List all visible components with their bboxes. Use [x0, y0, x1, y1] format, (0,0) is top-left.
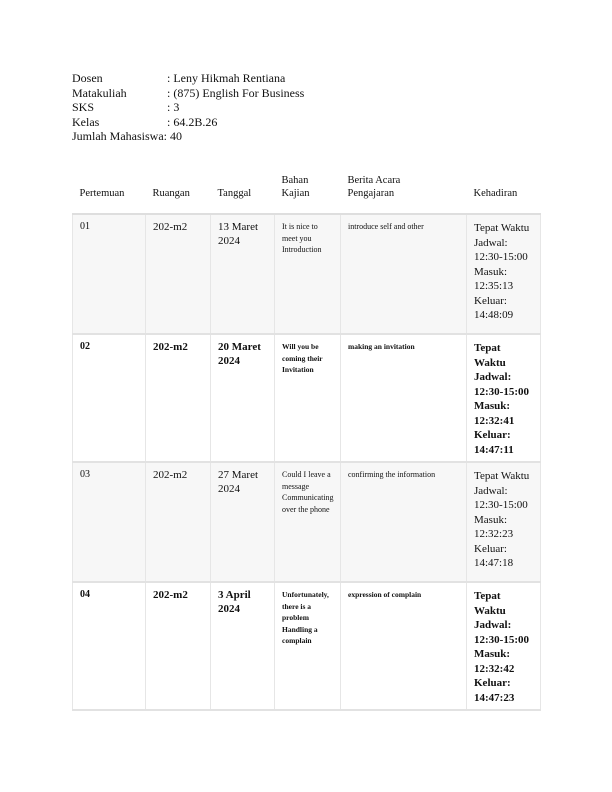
kehadiran-line: Keluar:	[474, 294, 507, 307]
tanggal-line: 13 Maret	[218, 221, 259, 233]
table-row	[73, 334, 541, 462]
table-row	[73, 582, 541, 710]
cell-kehadiran	[467, 214, 541, 334]
dosen-value: : Leny Hikmah Rentiana	[167, 71, 286, 85]
kehadiran-line: 12:32:23	[474, 528, 514, 540]
kehadiran-line: 12:32:42	[474, 662, 515, 675]
sks-label: SKS	[72, 100, 95, 114]
tanggal-line: 2024	[218, 234, 240, 247]
bahan-line: complain	[282, 636, 312, 645]
jumlah-label: Jumlah Mahasiswa	[72, 129, 164, 143]
kehadiran-line: Tepat Waktu	[474, 470, 530, 482]
cell-kehadiran	[467, 462, 541, 582]
kehadiran-line: Keluar:	[474, 429, 511, 441]
sks-row	[72, 100, 304, 115]
matakuliah-value: : (875) English For Business	[167, 85, 305, 100]
kehadiran-line: Jadwal:	[474, 371, 512, 383]
kehadiran-line: 12:30-15:00	[474, 499, 528, 511]
jumlah-value: : 40	[163, 129, 182, 143]
kehadiran-line: Keluar:	[474, 677, 511, 689]
bahan-line: Communicating	[282, 493, 334, 502]
header-berita-line1: Berita Acara	[347, 175, 401, 186]
cell-pertemuan: 02	[73, 334, 146, 462]
kehadiran-line: Masuk:	[474, 400, 511, 412]
bahan-line: problem	[282, 613, 309, 622]
bahan-line: there is a	[282, 601, 312, 611]
kehadiran-line: 14:47:11	[474, 443, 514, 456]
kehadiran-line: 14:47:23	[474, 691, 515, 704]
cell-tanggal	[211, 462, 275, 582]
kehadiran-line: Masuk:	[474, 513, 507, 526]
bahan-line: Will you be	[282, 342, 319, 351]
kehadiran-line: Tepat Waktu	[474, 342, 506, 369]
kehadiran-line: 12:35:13	[474, 280, 514, 292]
kehadiran-line: 14:47:18	[474, 557, 514, 569]
bahan-line: Could I leave a	[282, 470, 331, 479]
header-bahan-line2: Kajian	[281, 188, 310, 199]
header-tanggal: Tanggal	[211, 166, 275, 214]
cell-ruangan: 202-m2	[146, 582, 211, 710]
header-berita-acara	[341, 166, 467, 214]
kehadiran-line: Tepat Waktu	[474, 222, 530, 234]
cell-berita-acara: introduce self and other	[341, 214, 467, 334]
matakuliah-row	[72, 86, 304, 101]
bahan-line: Handling a	[282, 624, 318, 634]
bahan-line: Introduction	[282, 245, 322, 254]
jumlah-row	[72, 129, 304, 144]
cell-pertemuan: 03	[73, 462, 146, 582]
cell-tanggal	[211, 582, 275, 710]
kehadiran-line: 12:30-15:00	[474, 251, 528, 263]
header-bahan-kajian	[275, 166, 341, 214]
course-info	[72, 71, 304, 144]
kehadiran-line: Tepat Waktu	[474, 590, 506, 617]
cell-berita-acara: expression of complain	[341, 582, 467, 710]
tanggal-line: 2024	[218, 602, 240, 615]
cell-bahan-kajian	[275, 214, 341, 334]
dosen-row	[72, 71, 304, 86]
cell-berita-acara: making an invitation	[341, 334, 467, 462]
kehadiran-line: 12:30-15:00	[474, 385, 529, 398]
bahan-line: message	[282, 481, 310, 491]
kehadiran-line: Jadwal:	[474, 484, 508, 497]
cell-ruangan: 202-m2	[146, 334, 211, 462]
kehadiran-line: 12:32:41	[474, 414, 515, 427]
cell-bahan-kajian	[275, 334, 341, 462]
cell-pertemuan: 01	[73, 214, 146, 334]
bahan-line: over the phone	[282, 504, 330, 514]
header-kehadiran: Kehadiran	[467, 166, 541, 214]
sks-value: : 3	[167, 100, 180, 114]
table-row	[73, 214, 541, 334]
bahan-line: Unfortunately,	[282, 590, 329, 599]
tanggal-line: 2024	[218, 354, 240, 367]
bahan-line: coming their	[282, 353, 323, 363]
kehadiran-line: Keluar:	[474, 542, 507, 555]
header-pertemuan: Pertemuan	[73, 166, 146, 214]
cell-tanggal	[211, 214, 275, 334]
attendance-table	[72, 166, 541, 711]
cell-bahan-kajian	[275, 462, 341, 582]
cell-berita-acara: confirming the information	[341, 462, 467, 582]
bahan-line: It is nice to	[282, 222, 318, 231]
header-bahan-line1: Bahan	[281, 175, 309, 186]
cell-ruangan: 202-m2	[146, 462, 211, 582]
kelas-label: Kelas	[72, 114, 100, 129]
kehadiran-line: Jadwal:	[474, 236, 508, 249]
kehadiran-line: Masuk:	[474, 648, 511, 660]
cell-kehadiran	[467, 582, 541, 710]
cell-ruangan: 202-m2	[146, 214, 211, 334]
cell-kehadiran	[467, 334, 541, 462]
matakuliah-label: Matakuliah	[72, 85, 127, 100]
cell-pertemuan: 04	[73, 582, 146, 710]
kehadiran-line: 14:48:09	[474, 309, 514, 321]
bahan-line: Invitation	[282, 365, 314, 374]
cell-tanggal	[211, 334, 275, 462]
kehadiran-line: Masuk:	[474, 265, 507, 278]
table-header-row	[73, 166, 541, 214]
kelas-value: : 64.2B.26	[167, 114, 218, 129]
kehadiran-line: 12:30-15:00	[474, 633, 529, 646]
header-berita-line2: Pengajaran	[347, 188, 395, 199]
kelas-row	[72, 115, 304, 130]
tanggal-line: 2024	[218, 482, 240, 495]
tanggal-line: 3 April	[218, 589, 251, 601]
header-ruangan: Ruangan	[146, 166, 211, 214]
tanggal-line: 20 Maret	[218, 341, 261, 353]
bahan-line: meet you	[282, 233, 312, 243]
dosen-label: Dosen	[72, 71, 103, 85]
table-row	[73, 462, 541, 582]
kehadiran-line: Jadwal:	[474, 619, 512, 631]
tanggal-line: 27 Maret	[218, 469, 259, 481]
cell-bahan-kajian	[275, 582, 341, 710]
